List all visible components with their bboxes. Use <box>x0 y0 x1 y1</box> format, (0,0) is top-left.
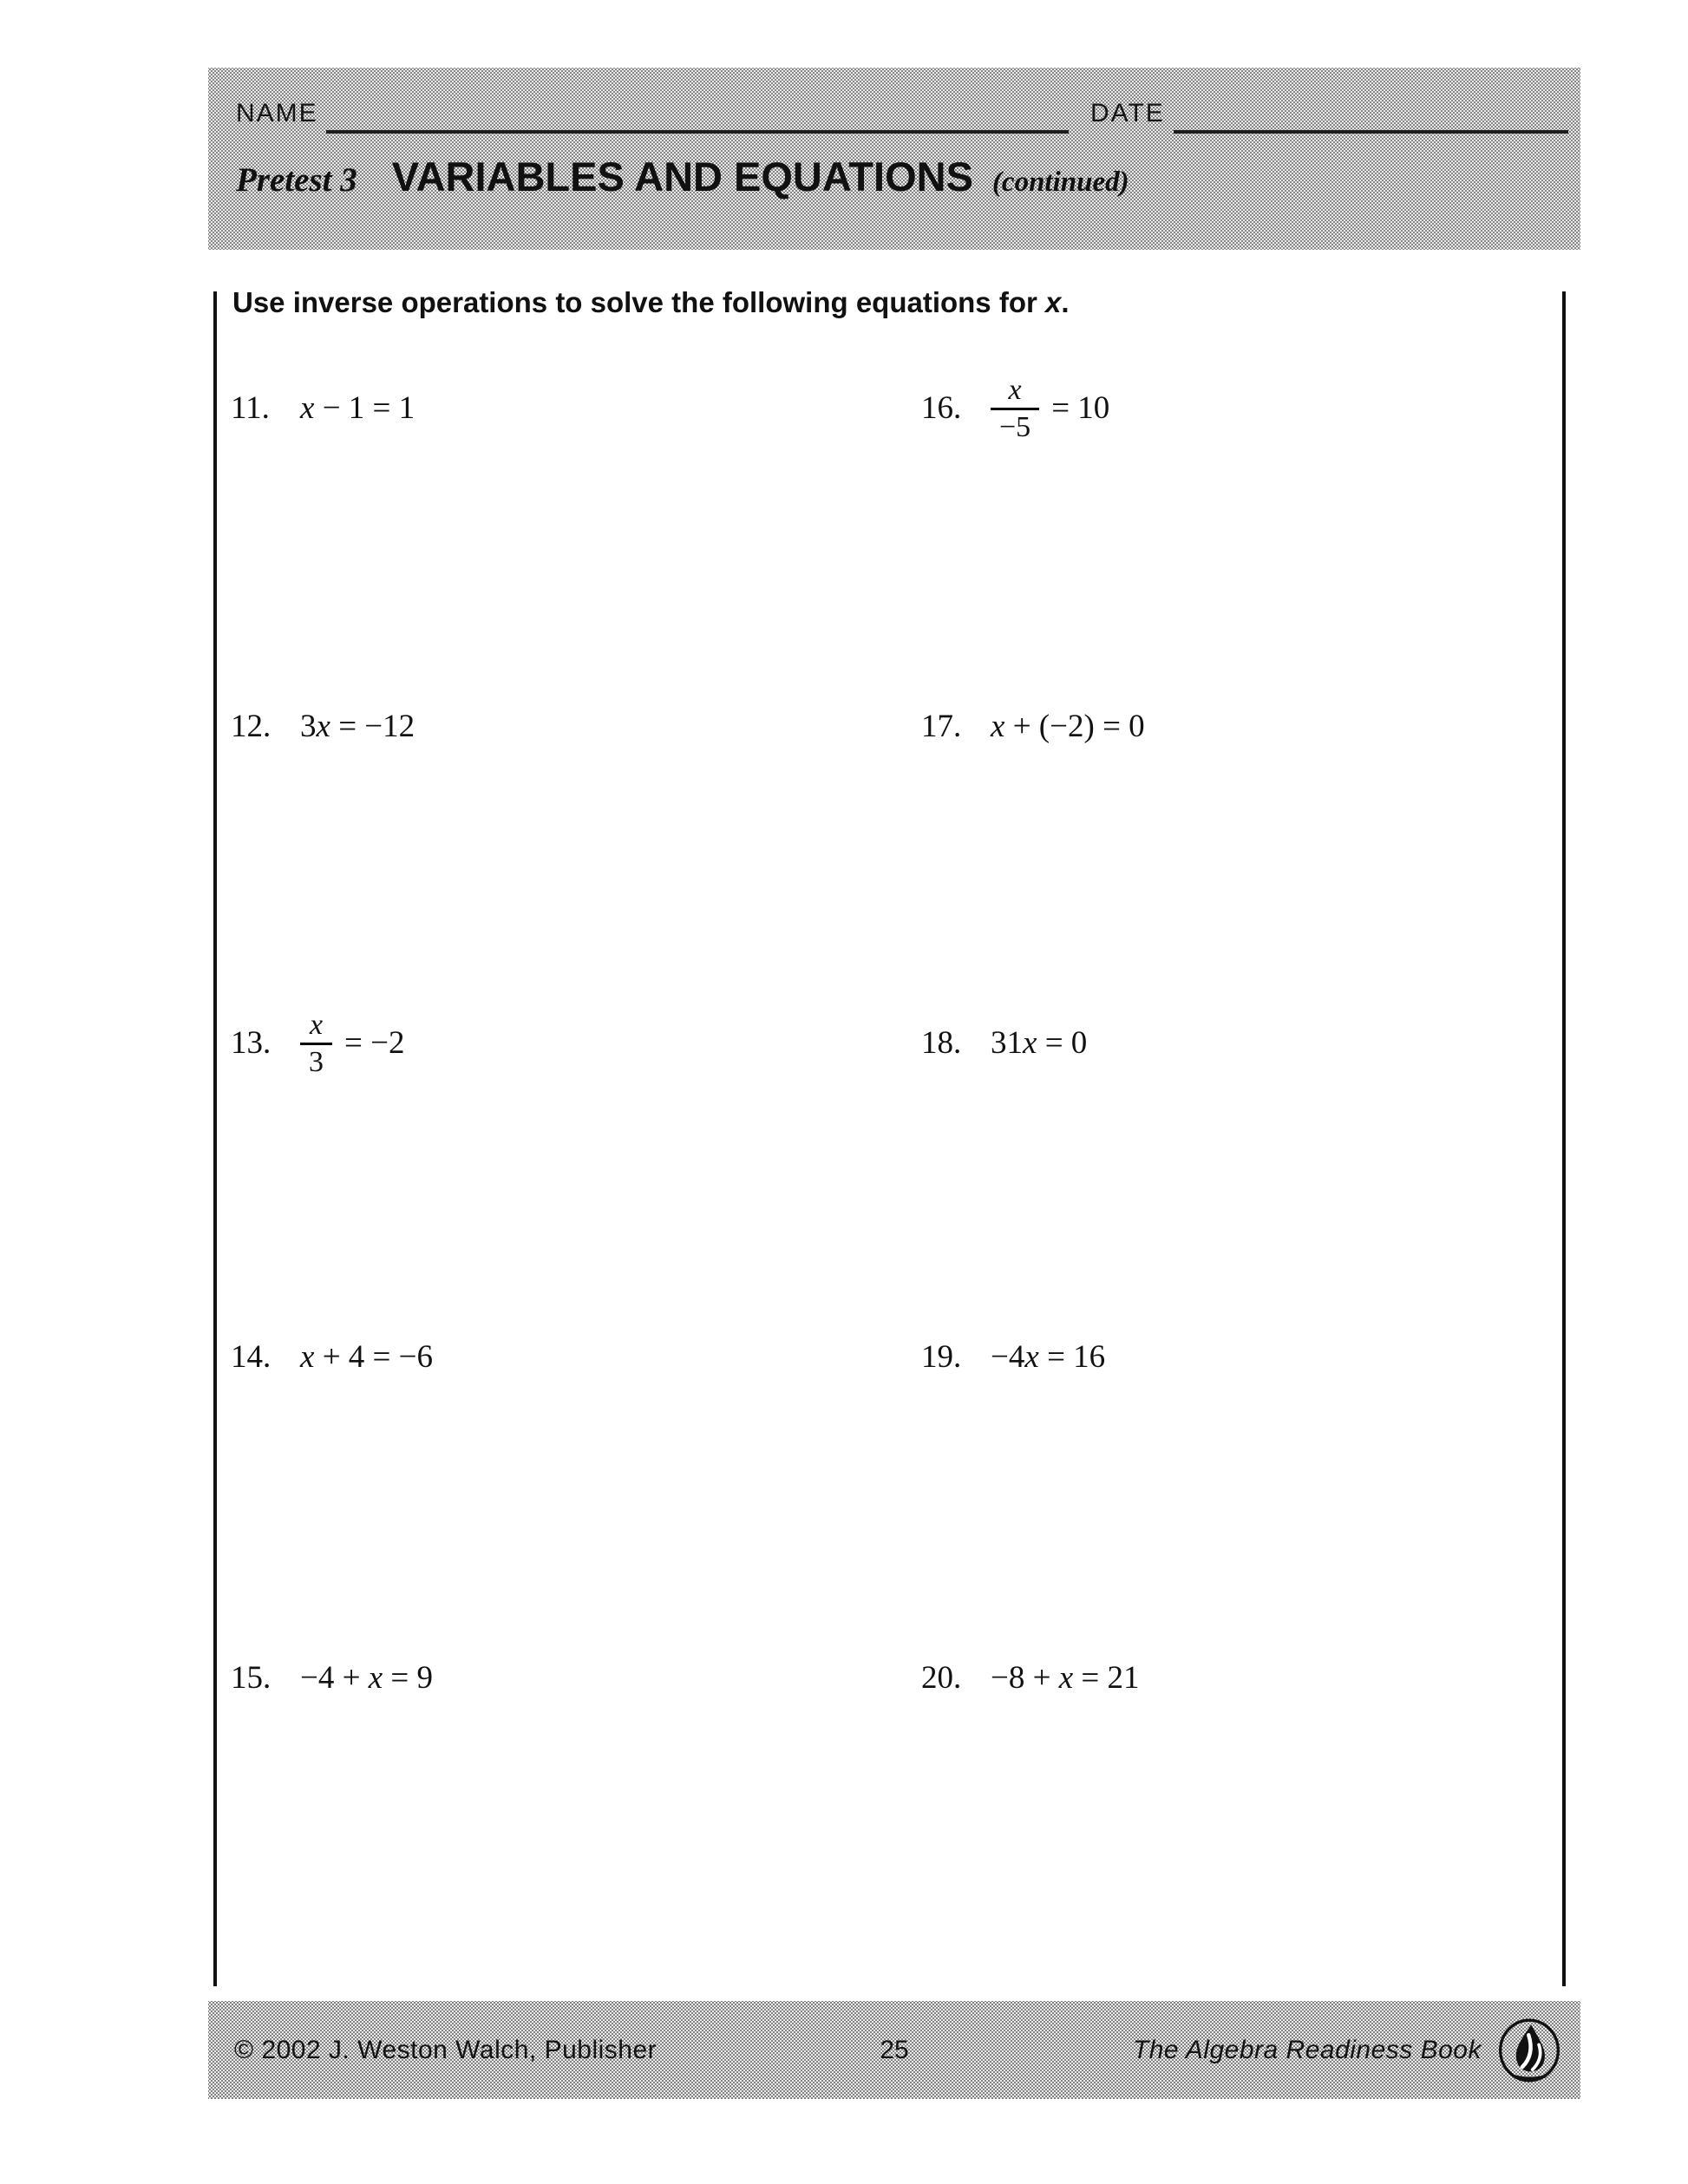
eq-pre: −4 + <box>300 1659 369 1696</box>
instructions-period: . <box>1061 286 1070 318</box>
flame-logo-icon <box>1497 2017 1561 2083</box>
left-vertical-rule <box>213 291 217 1986</box>
eq-post: = 0 <box>1037 1024 1088 1061</box>
problem-11 <box>231 356 415 461</box>
problem-18 <box>921 991 1087 1095</box>
eq-variable: x <box>991 708 1005 744</box>
fraction-numerator: x <box>309 1008 324 1041</box>
fraction <box>991 373 1039 443</box>
eq-post: = 21 <box>1073 1659 1140 1696</box>
page-number: 25 <box>880 2035 909 2064</box>
problem-number: 12. <box>231 708 272 744</box>
instructions-main: Use inverse operations to solve the following equations for <box>232 286 1045 318</box>
eq-pre: −4 <box>991 1338 1025 1375</box>
equation <box>991 1339 1105 1376</box>
date-blank-line <box>1174 130 1568 134</box>
equation <box>300 709 415 746</box>
problem-number: 11. <box>231 389 270 426</box>
instructions-text <box>232 284 1070 320</box>
eq-variable: x <box>368 1659 383 1696</box>
name-label: NAME <box>236 99 318 128</box>
problem-number: 19. <box>921 1338 962 1375</box>
right-vertical-rule <box>1562 291 1566 1986</box>
eq-variable: x <box>1024 1338 1039 1375</box>
equation <box>300 1010 404 1077</box>
continued-label: (continued) <box>991 167 1129 198</box>
copyright-text: © 2002 J. Weston Walch, Publisher <box>234 2035 658 2064</box>
problem-number: 15. <box>231 1659 272 1696</box>
footer-band <box>208 2001 1580 2099</box>
book-title: The Algebra Readiness Book <box>1132 2035 1482 2064</box>
name-blank-line <box>326 130 1069 134</box>
eq-post: − 1 = 1 <box>314 389 415 426</box>
problem-12 <box>231 675 415 779</box>
fraction-denominator: 3 <box>300 1043 332 1077</box>
problem-15 <box>231 1626 433 1730</box>
problem-17 <box>921 675 1145 779</box>
equation <box>991 1660 1140 1697</box>
equation <box>300 1339 433 1376</box>
problem-number: 14. <box>231 1338 272 1375</box>
eq-variable: x <box>300 1338 315 1375</box>
eq-pre: −8 + <box>991 1659 1059 1696</box>
eq-post: = −12 <box>330 708 415 744</box>
eq-variable: x <box>1058 1659 1074 1696</box>
pretest-label: Pretest 3 <box>236 161 357 199</box>
equation <box>991 709 1145 746</box>
equation <box>991 1025 1087 1063</box>
page-title: VARIABLES AND EQUATIONS <box>391 154 973 199</box>
equation <box>300 1660 433 1697</box>
problem-19 <box>921 1305 1105 1409</box>
eq-pre: 31 <box>991 1024 1023 1061</box>
problem-20 <box>921 1626 1140 1730</box>
eq-post: + (−2) = 0 <box>1004 708 1145 744</box>
eq-post: = 10 <box>1051 389 1110 426</box>
fraction-denominator: −5 <box>991 408 1039 442</box>
eq-post: = −2 <box>344 1024 405 1061</box>
problem-number: 16. <box>921 389 962 426</box>
problem-number: 18. <box>921 1024 962 1061</box>
fraction-numerator: x <box>1008 373 1022 406</box>
equation <box>300 390 415 428</box>
eq-variable: x <box>1023 1024 1037 1061</box>
problem-14 <box>231 1305 433 1409</box>
eq-post: + 4 = −6 <box>314 1338 434 1375</box>
title-row <box>236 154 1129 201</box>
problem-number: 20. <box>921 1659 962 1696</box>
eq-post: = 9 <box>383 1659 434 1696</box>
problem-13 <box>231 991 404 1095</box>
equation <box>991 373 1110 443</box>
problem-number: 17. <box>921 708 962 744</box>
problem-number: 13. <box>231 1024 272 1061</box>
eq-post: = 16 <box>1038 1338 1106 1375</box>
problem-16 <box>921 356 1109 461</box>
footer-right-group <box>1133 2017 1561 2083</box>
eq-pre: 3 <box>300 708 317 744</box>
header-band <box>208 68 1580 250</box>
eq-variable: x <box>300 389 315 426</box>
instructions-variable: x <box>1045 286 1062 318</box>
date-label: DATE <box>1090 99 1165 128</box>
eq-variable: x <box>316 708 330 744</box>
fraction <box>300 1010 332 1077</box>
